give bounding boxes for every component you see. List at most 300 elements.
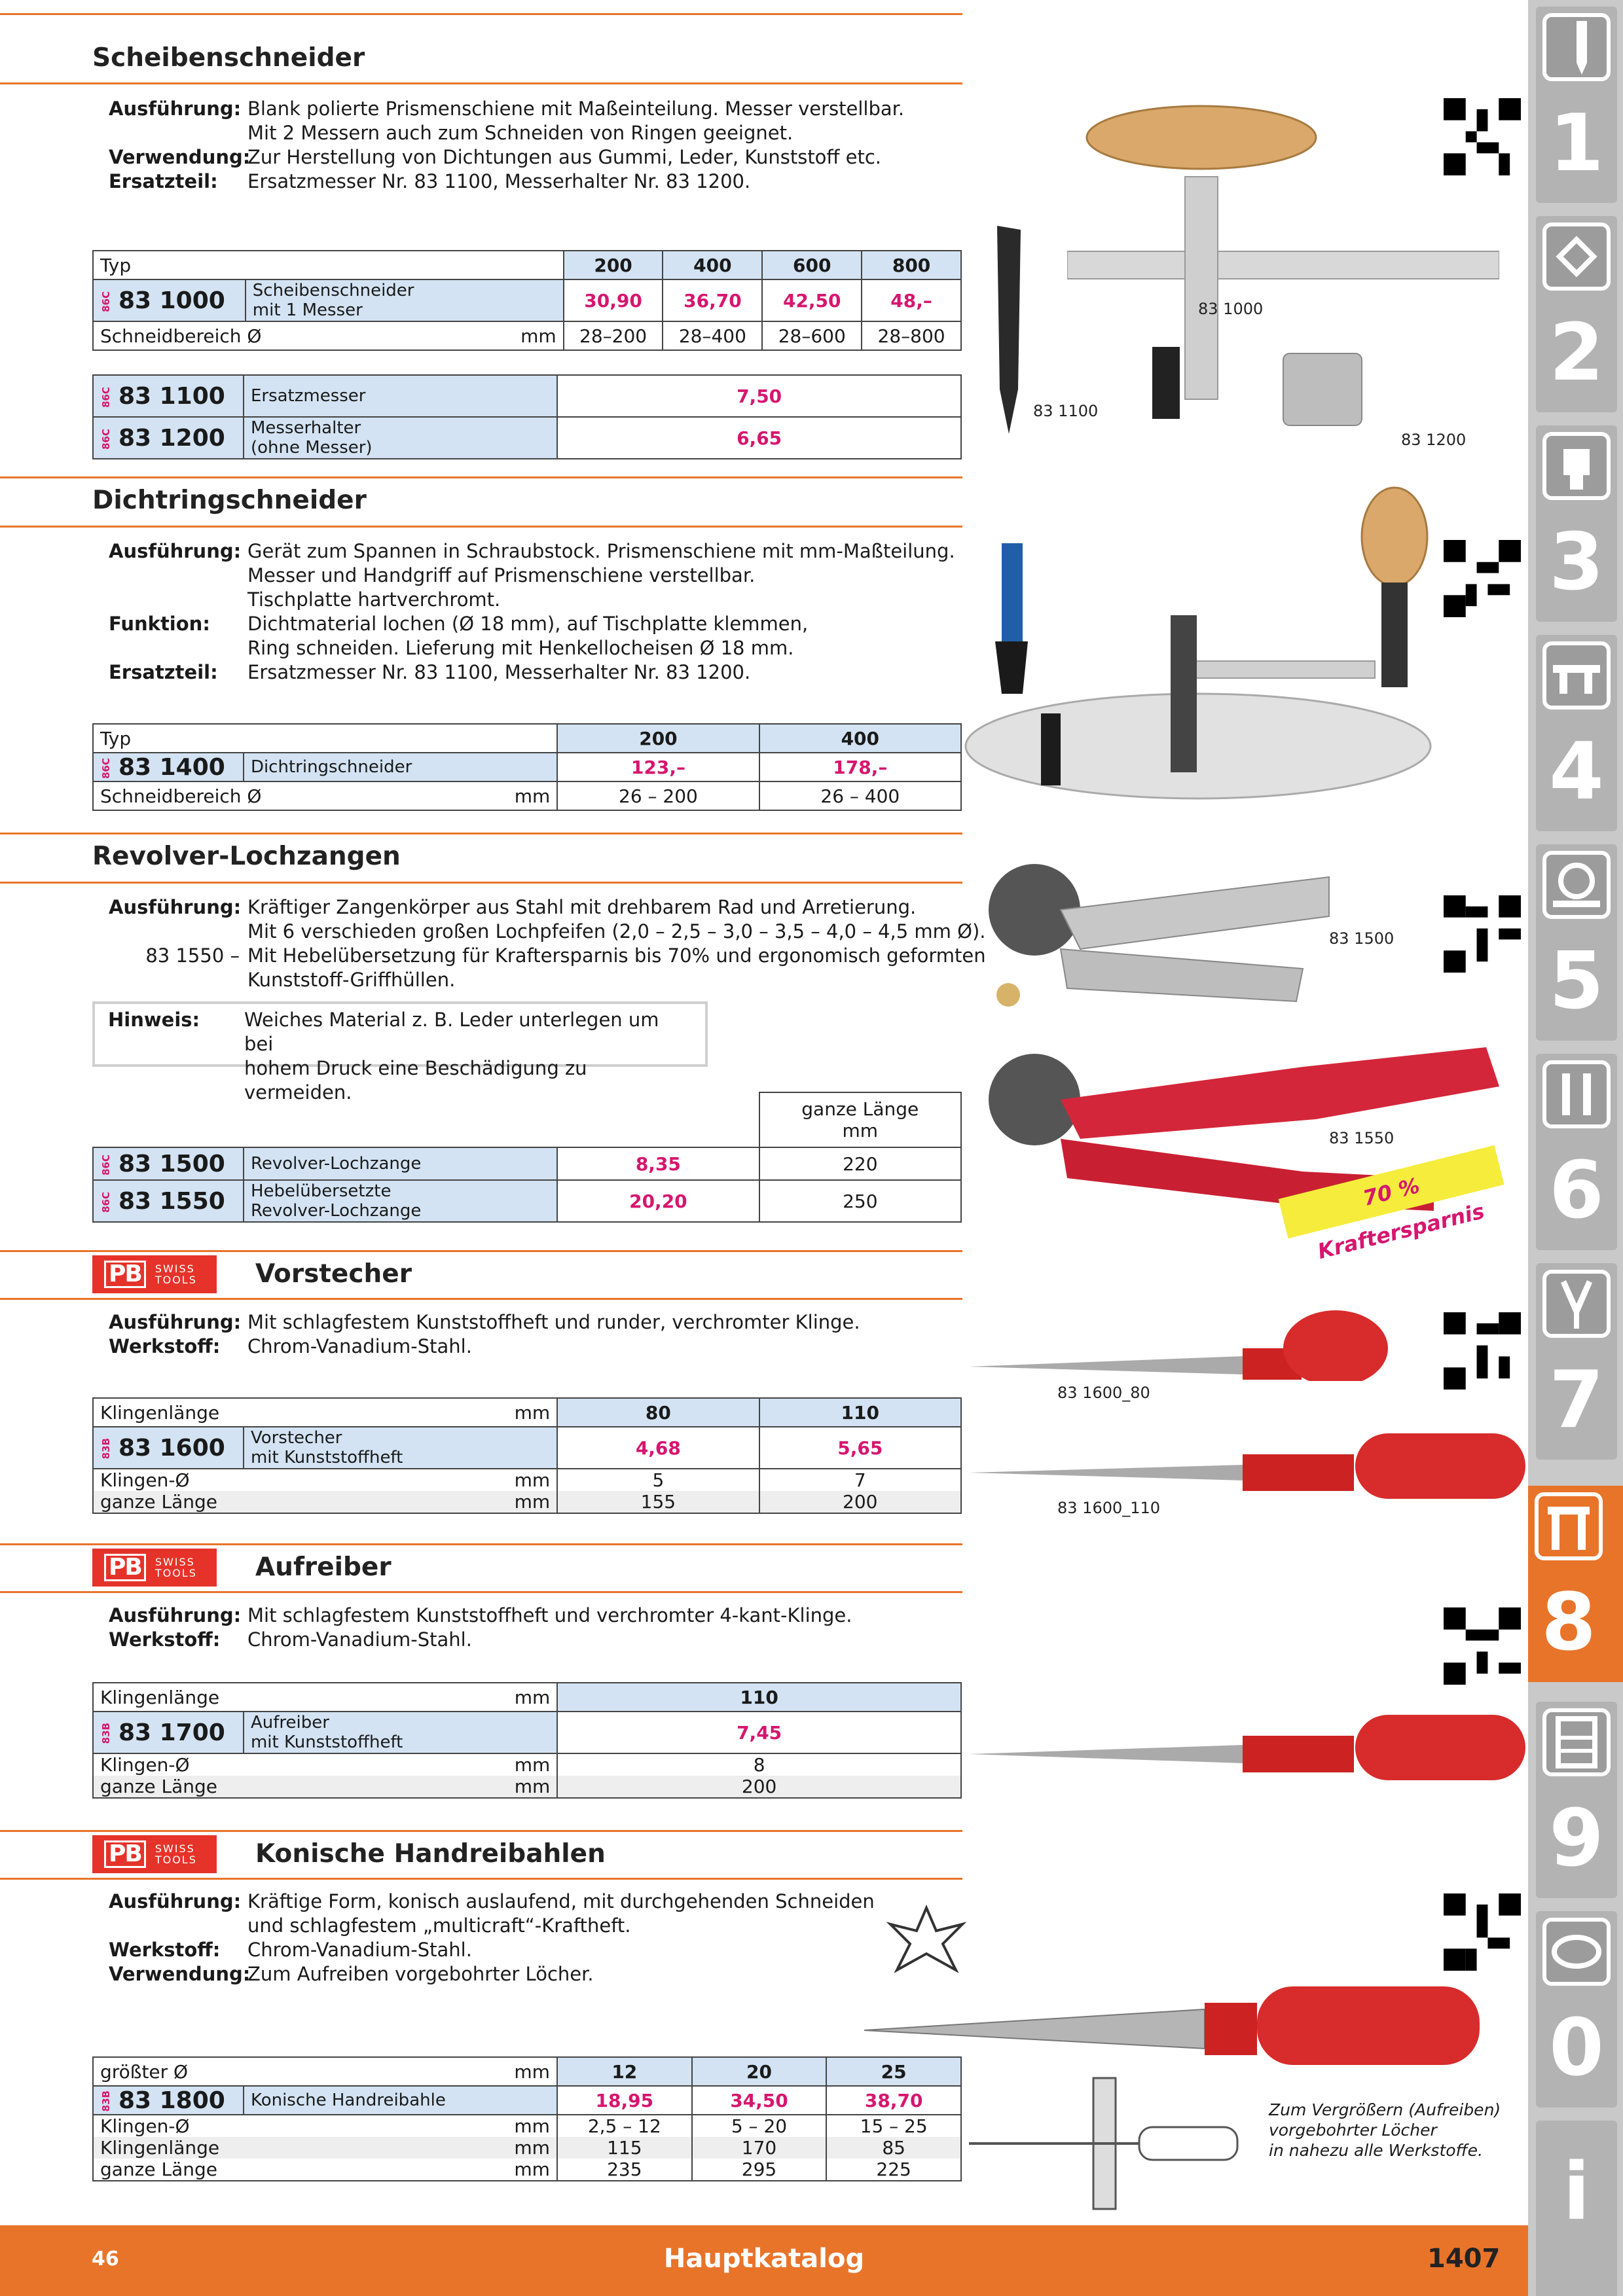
spec-cell: 8 xyxy=(557,1753,961,1776)
info-line: Kunststoff-Griffhüllen. xyxy=(247,969,456,991)
info-label: Ausführung: xyxy=(109,540,242,562)
section-info xyxy=(109,1310,1033,1359)
spec-cell: 170 xyxy=(692,2137,827,2159)
price-cell: 123,– xyxy=(557,753,759,781)
description-line: mit 1 Messer xyxy=(252,300,363,320)
catalog-tag: 86C xyxy=(100,757,112,779)
row-unit: mm xyxy=(514,2115,550,2137)
info-row xyxy=(109,539,1033,612)
savings-banner: 70 % Kraftersparnis xyxy=(1279,1145,1504,1238)
usage-note xyxy=(1269,2100,1501,2161)
description-line: Revolver-Lochzange xyxy=(250,1154,422,1174)
image-caption: 83 1600_80 xyxy=(1057,1384,1150,1402)
info-line: Mit schlagfestem Kunststoffheft und runder, verchromter Klinge. xyxy=(247,1311,860,1333)
article-code: 83 1600 xyxy=(119,1434,225,1462)
table-row xyxy=(93,1712,961,1753)
chapter-number: i xyxy=(1563,2147,1590,2238)
safety-icon xyxy=(1542,1918,1611,1986)
table-row xyxy=(93,1491,961,1513)
chapter-tab-3[interactable] xyxy=(1536,425,1617,622)
revolver-punch-image xyxy=(962,838,1342,1034)
section-divider xyxy=(0,1250,962,1252)
page-number-left: 46 xyxy=(92,2248,119,2270)
section-info xyxy=(109,1604,1033,1652)
section-divider xyxy=(0,1591,962,1593)
table-header-cell: 110 xyxy=(759,1398,961,1427)
info-row xyxy=(109,1310,1033,1335)
section-divider xyxy=(0,13,962,15)
chapter-tab-6[interactable] xyxy=(1536,1054,1617,1250)
price-table-revolver xyxy=(92,1092,962,1223)
row-label-text: Klingen-Ø xyxy=(100,1754,190,1776)
hint-line: hohem Druck eine Beschädigung zu vermeiden. xyxy=(244,1057,587,1103)
article-code: 83 1000 xyxy=(119,287,225,314)
pb-logo-text: SWISS xyxy=(155,1842,195,1855)
chapter-tab-2[interactable] xyxy=(1536,216,1617,412)
article-description: Dichtringschneider xyxy=(244,753,557,781)
article-number xyxy=(93,753,244,781)
article-number xyxy=(93,1147,244,1180)
price-cell: 6,65 xyxy=(557,417,961,459)
usage-note-line: Zum Vergrößern (Aufreiben) xyxy=(1269,2100,1501,2119)
table-header-cell: 20 xyxy=(692,2057,827,2086)
info-value xyxy=(247,1628,1033,1652)
catalog-tag: 86C xyxy=(100,1154,112,1175)
table-header-label: Typ xyxy=(93,724,557,753)
table-header-cell: 110 xyxy=(557,1683,961,1712)
info-row xyxy=(109,145,1033,170)
table-header-cell: 800 xyxy=(862,251,961,279)
price-table-831600 xyxy=(92,1397,962,1514)
info-line: Chrom-Vanadium-Stahl. xyxy=(247,1939,472,1961)
spec-cell: 225 xyxy=(826,2159,961,2181)
row-label xyxy=(93,2137,557,2159)
hand-reamer-image xyxy=(864,1983,1486,2068)
table-row xyxy=(93,2115,961,2137)
price-table-831000 xyxy=(92,250,962,351)
chapter-number: 3 xyxy=(1549,517,1604,608)
chapter-tab-4[interactable] xyxy=(1536,635,1617,831)
table-header-cell: 12 xyxy=(557,2057,692,2086)
info-line: Zur Herstellung von Dichtungen aus Gummi, Leder, Kunststoff etc. xyxy=(247,146,882,168)
image-caption: 83 1200 xyxy=(1401,431,1467,449)
info-line: Gerät zum Spannen in Schraubstock. Prismenschiene mit mm-Maßteilung. xyxy=(247,540,955,562)
article-code: 83 1500 xyxy=(119,1150,225,1177)
article-description xyxy=(244,1147,557,1180)
article-code: 83 1100 xyxy=(119,382,225,410)
seal-ring-cutter-image xyxy=(962,484,1434,825)
section-divider xyxy=(0,882,962,884)
header-label-text: größter Ø xyxy=(100,2060,189,2083)
reaming-illustration-image xyxy=(969,2075,1257,2212)
info-row xyxy=(109,1335,1033,1359)
info-row xyxy=(109,1604,1033,1628)
section-divider xyxy=(0,1543,962,1545)
table-header-blank xyxy=(93,1092,759,1147)
article-number xyxy=(93,417,244,459)
info-line: Kräftiger Zangenkörper aus Stahl mit drehbarem Rad und Arretierung. xyxy=(247,896,917,918)
header-unit: mm xyxy=(514,2060,550,2083)
chapter-number: 5 xyxy=(1549,936,1604,1027)
section-divider xyxy=(0,1298,962,1300)
row-label xyxy=(93,321,564,350)
table-row xyxy=(93,1147,961,1180)
spec-cell: 295 xyxy=(692,2159,827,2181)
row-label xyxy=(93,2159,557,2181)
info-label: Ersatzteil: xyxy=(109,170,218,192)
qr-code-icon[interactable] xyxy=(1444,98,1521,175)
chapter-tab-1[interactable] xyxy=(1536,7,1617,203)
section-title-scheibenschneider: Scheibenschneider xyxy=(92,43,365,73)
info-value xyxy=(247,539,1033,612)
table-header-cell: 25 xyxy=(826,2057,961,2086)
article-code: 83 1800 xyxy=(119,2087,225,2114)
header-label-text: Klingenlänge xyxy=(100,1401,220,1424)
article-number xyxy=(93,2086,244,2115)
range-cell: 28–200 xyxy=(564,321,663,350)
chapter-tab-7[interactable] xyxy=(1536,1263,1617,1460)
section-info xyxy=(109,895,1033,992)
hint-label: Hinweis: xyxy=(108,1009,200,1031)
info-value xyxy=(247,1310,1033,1335)
info-value xyxy=(247,612,1033,660)
section-info xyxy=(109,539,1033,685)
description-line: Vorstecher xyxy=(250,1428,342,1448)
article-description xyxy=(244,1712,557,1753)
section-title-vorstecher: Vorstecher xyxy=(255,1259,412,1289)
info-line: Ersatzmesser Nr. 83 1100, Messerhalter Nr. 83 1200. xyxy=(247,170,751,192)
section-divider xyxy=(0,526,962,528)
price-cell: 7,45 xyxy=(557,1712,961,1753)
article-description xyxy=(244,375,557,417)
spec-cell: 85 xyxy=(826,2137,961,2159)
price-table-831400 xyxy=(92,723,962,811)
chapter-number: 2 xyxy=(1549,308,1604,399)
row-unit: mm xyxy=(520,325,556,347)
info-label: Ausführung: xyxy=(109,1311,242,1333)
chapter-number: 7 xyxy=(1549,1355,1604,1446)
article-code: 83 1400 xyxy=(119,753,225,781)
pb-logo-text: SWISS xyxy=(155,1556,195,1568)
row-label xyxy=(93,1469,557,1491)
info-line: Tischplatte hartverchromt. xyxy=(247,588,501,611)
pb-logo-mark: PB xyxy=(104,1840,146,1868)
spare-blade-image xyxy=(992,226,1026,435)
page-footer xyxy=(0,2225,1528,2296)
range-cell: 26 – 200 xyxy=(557,781,759,810)
article-description xyxy=(244,417,557,459)
chapter-tab-5[interactable] xyxy=(1536,844,1617,1041)
info-line: und schlagfestem „multicraft“-Kraftheft. xyxy=(247,1914,631,1937)
spec-cell: 200 xyxy=(759,1491,961,1513)
length-header xyxy=(759,1092,961,1147)
range-cell: 28–600 xyxy=(762,321,862,350)
hint-line: Weiches Material z. B. Leder unterlegen um bei xyxy=(244,1009,659,1055)
info-value xyxy=(247,1335,1033,1359)
spec-cell: 5 xyxy=(557,1469,759,1491)
header-unit: mm xyxy=(514,1686,551,1708)
spec-cell: 155 xyxy=(557,1491,759,1513)
info-line: Chrom-Vanadium-Stahl. xyxy=(247,1628,472,1651)
row-label-text: Schneidbereich Ø xyxy=(100,325,262,347)
chapter-tab-i[interactable] xyxy=(1536,2121,1617,2296)
price-cell: 8,35 xyxy=(557,1147,759,1180)
section-title-dichtringschneider: Dichtringschneider xyxy=(92,486,367,515)
section-title-konische-handreibahlen: Konische Handreibahlen xyxy=(255,1839,606,1869)
table-header-row xyxy=(93,724,961,753)
qr-code-icon[interactable] xyxy=(1444,895,1521,973)
drill-icon xyxy=(1542,13,1611,81)
info-line: Ring schneiden. Lieferung mit Henkellocheisen Ø 18 mm. xyxy=(247,637,794,659)
info-label: Ersatzteil: xyxy=(109,661,218,683)
info-value xyxy=(247,170,1033,194)
pb-swiss-tools-logo xyxy=(92,1255,217,1293)
description-line: Konische Handreibahle xyxy=(250,2090,446,2110)
reamer-awl-image xyxy=(969,1708,1532,1787)
table-header-cell: 400 xyxy=(759,724,961,753)
price-table-831800 xyxy=(92,2056,962,2181)
caliper-icon xyxy=(1542,641,1611,709)
row-label-text: Klingen-Ø xyxy=(100,2115,190,2137)
qr-code-icon[interactable] xyxy=(1444,540,1521,617)
pb-logo-mark: PB xyxy=(104,1261,146,1288)
table-header-cell: 400 xyxy=(663,251,762,279)
info-label: Ausführung: xyxy=(109,98,242,120)
info-label: Werkstoff: xyxy=(109,1939,221,1961)
image-caption: 83 1000 xyxy=(1198,300,1264,318)
disc-cutter-image xyxy=(1067,98,1499,439)
description-line: Ersatzmesser xyxy=(250,386,366,406)
qr-code-icon[interactable] xyxy=(1444,1893,1521,1971)
table-header-row xyxy=(93,1092,961,1147)
price-cell: 5,65 xyxy=(759,1427,961,1469)
table-row xyxy=(93,375,961,417)
info-row xyxy=(109,170,1033,194)
description-line: Aufreiber xyxy=(250,1713,329,1732)
info-row xyxy=(109,1628,1033,1652)
price-cell: 20,20 xyxy=(557,1180,759,1222)
info-label: Werkstoff: xyxy=(109,1335,221,1357)
chapter-number: 8 xyxy=(1541,1577,1596,1668)
catalog-name: Hauptkatalog xyxy=(663,2244,865,2274)
description-line: mit Kunststoffheft xyxy=(250,1732,403,1752)
pb-logo-text: TOOLS xyxy=(155,1854,197,1866)
table-row xyxy=(93,2137,961,2159)
saw-icon xyxy=(1542,851,1611,919)
price-cell: 7,50 xyxy=(557,375,961,417)
wrench-icon xyxy=(1542,1060,1611,1128)
table-row xyxy=(93,279,961,321)
article-number xyxy=(93,279,246,321)
row-unit: mm xyxy=(514,1776,551,1797)
pb-logo-text: SWISS xyxy=(155,1263,195,1275)
article-number xyxy=(93,1180,244,1222)
qr-code-icon[interactable] xyxy=(1444,1312,1521,1390)
section-title-revolver-lochzangen: Revolver-Lochzangen xyxy=(92,842,401,871)
article-number xyxy=(93,1427,244,1469)
spec-cell: 200 xyxy=(557,1776,961,1798)
price-cell: 48,– xyxy=(862,279,961,321)
table-row xyxy=(93,1776,961,1798)
row-unit: mm xyxy=(514,785,551,807)
info-line: Messer und Handgriff auf Prismenschiene verstellbar. xyxy=(247,564,756,586)
range-cell: 26 – 400 xyxy=(759,781,961,810)
row-unit: mm xyxy=(514,1491,551,1513)
spec-cell: 2,5 – 12 xyxy=(557,2115,692,2137)
section-divider xyxy=(0,476,962,478)
info-label: Verwendung: xyxy=(109,1963,251,1985)
info-value xyxy=(247,660,1033,685)
info-line: Mit 6 verschieden großen Lochpfeifen (2,0 – 2,5 – 3,0 – 3,5 – 4,0 – 4,5 mm Ø). xyxy=(247,920,986,942)
pb-swiss-tools-logo xyxy=(92,1835,217,1873)
price-cell: 34,50 xyxy=(692,2086,827,2115)
article-description xyxy=(244,1180,557,1222)
info-row xyxy=(109,612,1033,660)
range-cell: 28–400 xyxy=(663,321,762,350)
table-header-label: Typ xyxy=(93,251,564,279)
catalog-tag: 83B xyxy=(100,1438,112,1460)
tools-icon xyxy=(1535,1492,1603,1560)
pb-logo-mark: PB xyxy=(104,1554,146,1581)
spec-cell: 235 xyxy=(557,2159,692,2181)
info-label: Funktion: xyxy=(109,613,210,635)
chapter-tab-bar xyxy=(1528,0,1623,2296)
catalog-tag: 83B xyxy=(100,1723,112,1744)
article-code: 83 1200 xyxy=(119,424,225,452)
table-row xyxy=(93,781,961,810)
pliers-icon xyxy=(1542,1270,1611,1338)
info-row xyxy=(109,660,1033,685)
table-row xyxy=(93,1180,961,1222)
header-label-text: Klingenlänge xyxy=(100,1686,220,1708)
info-line: Ersatzmesser Nr. 83 1100, Messerhalter Nr. 83 1200. xyxy=(247,661,751,683)
row-label xyxy=(93,1491,557,1513)
length-cell: 250 xyxy=(759,1180,961,1222)
table-row xyxy=(93,2086,961,2115)
table-header-label xyxy=(93,2057,557,2086)
length-header-line: mm xyxy=(842,1120,879,1141)
info-value xyxy=(247,1604,1033,1628)
info-label: 83 1550 – xyxy=(145,944,240,967)
chapter-tab-0[interactable] xyxy=(1536,1911,1617,2108)
table-header-row xyxy=(93,251,961,279)
description-line: mit Kunststoffheft xyxy=(250,1448,403,1467)
table-row xyxy=(93,753,961,781)
catalog-tag: 86C xyxy=(100,291,112,312)
info-row xyxy=(109,97,1033,145)
description-line: Scheibenschneider xyxy=(252,281,414,300)
info-label: Ausführung: xyxy=(109,896,242,918)
info-line: Kräftige Form, konisch auslaufend, mit durchgehenden Schneiden xyxy=(247,1890,875,1912)
info-line: Mit 2 Messern auch zum Schneiden von Ringen geeignet. xyxy=(247,122,793,144)
spec-cell: 5 – 20 xyxy=(692,2115,827,2137)
row-label xyxy=(93,781,557,810)
catalog-tag: 86C xyxy=(100,1191,112,1213)
chapter-number: 0 xyxy=(1549,2003,1604,2094)
info-label: Ausführung: xyxy=(109,1604,242,1626)
info-line: Blank polierte Prismenschiene mit Maßeinteilung. Messer verstellbar. xyxy=(247,98,905,120)
spec-cell: 115 xyxy=(557,2137,692,2159)
catalog-tag: 86C xyxy=(100,428,112,450)
catalog-tag: 86C xyxy=(100,386,112,408)
row-label-text: Klingenlänge xyxy=(100,2137,220,2159)
table-header-cell: 600 xyxy=(762,251,862,279)
table-header-row xyxy=(93,1683,961,1712)
description-line: Messerhalter xyxy=(250,418,361,438)
table-row xyxy=(93,321,961,350)
info-line: Mit Hebelübersetzung für Kraftersparnis bis 70% und ergonomisch geformten xyxy=(247,944,986,967)
table-header-row xyxy=(93,1398,961,1427)
chapter-tab-8[interactable] xyxy=(1528,1486,1623,1682)
usage-note-line: vorgebohrter Löcher xyxy=(1269,2121,1437,2140)
price-cell: 36,70 xyxy=(663,279,762,321)
info-line: Mit schlagfestem Kunststoffheft und verchromter 4-kant-Klinge. xyxy=(247,1604,852,1626)
row-unit: mm xyxy=(514,1754,551,1776)
row-label xyxy=(93,2115,557,2137)
price-cell: 4,68 xyxy=(557,1427,759,1469)
qr-code-icon[interactable] xyxy=(1444,1607,1521,1685)
table-row xyxy=(93,417,961,459)
table-row xyxy=(93,2159,961,2181)
price-cell: 178,– xyxy=(759,753,961,781)
article-number xyxy=(93,375,244,417)
page-number-right: 1407 xyxy=(1427,2244,1501,2274)
pb-swiss-tools-logo xyxy=(92,1549,217,1587)
section-divider xyxy=(0,1830,962,1832)
chuck-icon xyxy=(1542,432,1611,500)
range-cell: 28–800 xyxy=(862,321,961,350)
length-header-line: ganze Länge xyxy=(801,1098,919,1120)
length-cell: 220 xyxy=(759,1147,961,1180)
image-caption: 83 1600_110 xyxy=(1057,1499,1161,1517)
catalog-tag: 83B xyxy=(100,2090,112,2112)
info-line: Chrom-Vanadium-Stahl. xyxy=(247,1335,472,1357)
article-number xyxy=(93,1712,244,1753)
table-row xyxy=(93,1753,961,1776)
table-row xyxy=(93,1427,961,1469)
section-divider xyxy=(0,1878,962,1880)
table-header-cell: 80 xyxy=(557,1398,759,1427)
row-label-text: ganze Länge xyxy=(100,1491,218,1513)
cabinet-icon xyxy=(1542,1708,1611,1776)
info-value xyxy=(247,145,1033,170)
reamer-cross-section-icon xyxy=(884,1905,969,1977)
article-description xyxy=(244,1427,557,1469)
price-table-spare-parts xyxy=(92,374,962,459)
article-description xyxy=(246,279,564,321)
insert-icon xyxy=(1542,223,1611,291)
section-divider xyxy=(0,833,962,834)
section-info xyxy=(109,97,1033,194)
table-header-cell: 200 xyxy=(564,251,663,279)
chapter-tab-9[interactable] xyxy=(1536,1702,1617,1898)
awl-80-image xyxy=(969,1309,1388,1381)
spec-cell: 15 – 25 xyxy=(826,2115,961,2137)
chapter-number: 6 xyxy=(1549,1145,1604,1236)
info-label: Ausführung: xyxy=(109,1890,242,1912)
usage-note-line: in nahezu alle Werkstoffe. xyxy=(1269,2141,1483,2160)
section-divider xyxy=(0,82,962,84)
article-code: 83 1550 xyxy=(119,1187,225,1215)
table-header-label xyxy=(93,1683,557,1712)
row-unit: mm xyxy=(514,2159,550,2180)
info-line: Dichtmaterial lochen (Ø 18 mm), auf Tischplatte klemmen, xyxy=(247,613,809,635)
image-caption: 83 1550 xyxy=(1329,1129,1395,1147)
row-label-text: Klingen-Ø xyxy=(100,1469,190,1491)
article-description xyxy=(244,2086,557,2115)
info-label: Werkstoff: xyxy=(109,1628,221,1651)
description-line: (ohne Messer) xyxy=(250,438,373,457)
